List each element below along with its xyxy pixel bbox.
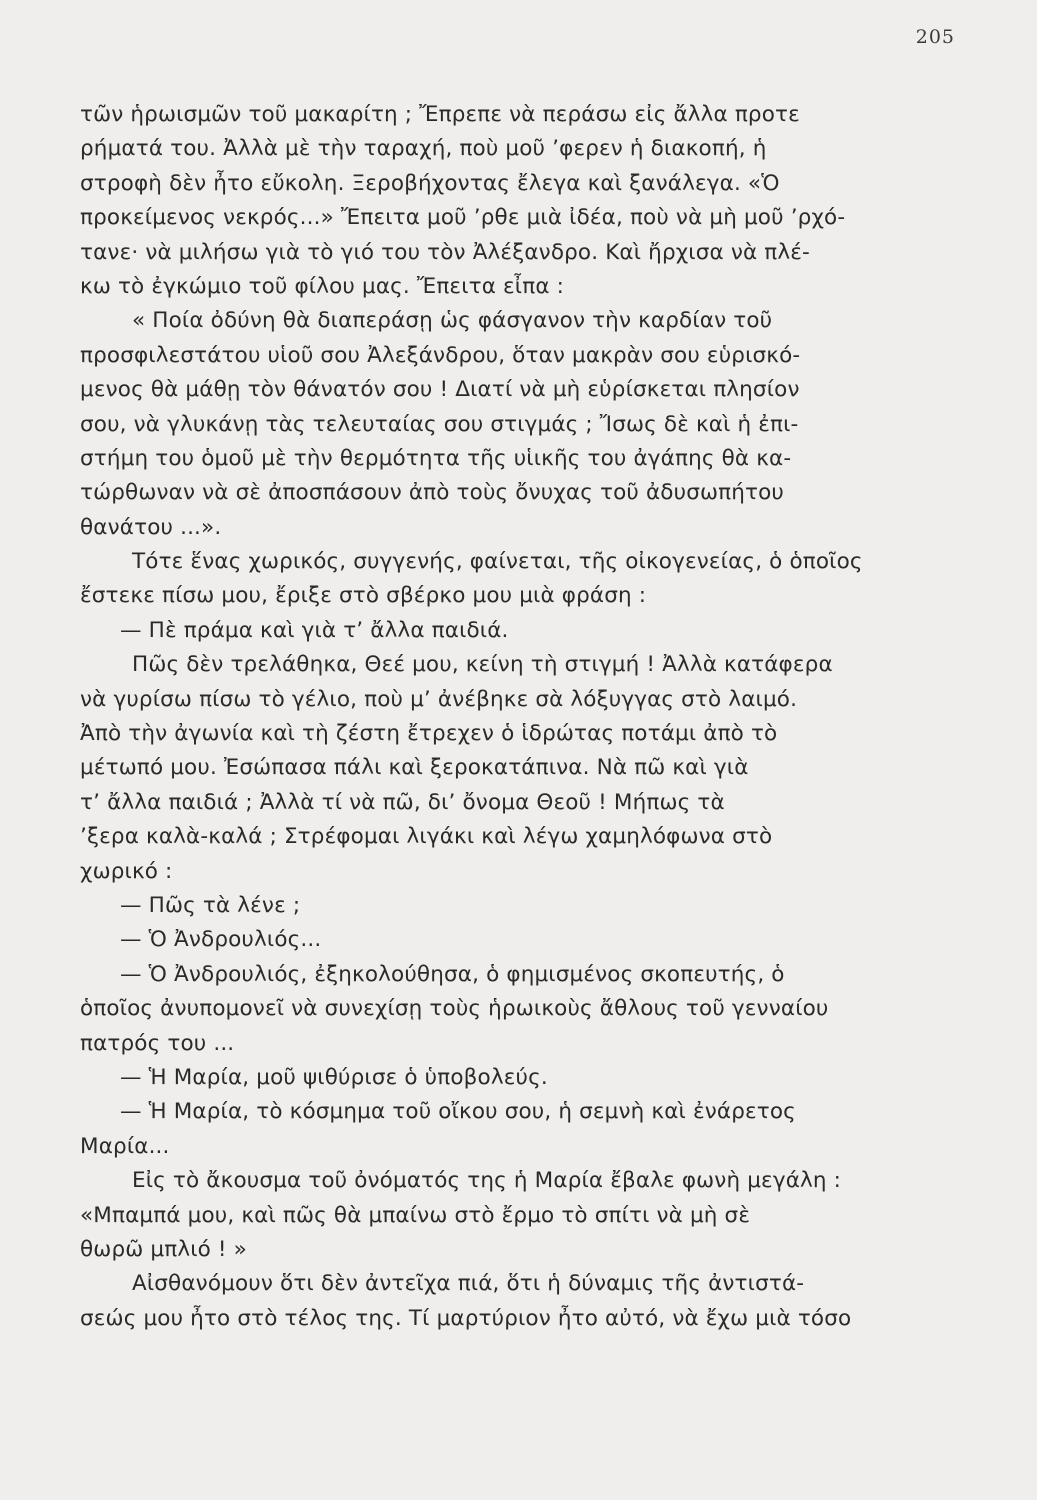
text-line: — Πῶς τὰ λένε ; [120,892,301,918]
text-line: ρήματά του. Ἀλλὰ μὲ τὴν ταραχή, ποὺ μοῦ ’φερεν ἡ διακοπή, ἡ [80,136,767,162]
text-line: πατρός του ... [80,1030,235,1056]
text-line: Μαρία... [80,1133,170,1159]
text-line: στροφὴ δὲν ἦτο εὔκολη. Ξεροβήχοντας ἔλεγα καὶ ξανάλεγα. «Ὁ [80,170,780,196]
text-line: ’ξερα καλὰ-καλά ; Στρέφομαι λιγάκι καὶ λέγω χαμηλόφωνα στὸ [80,824,773,850]
text-line: προκείμενος νεκρός...» Ἔπειτα μοῦ ’ρθε μιὰ ἰδέα, ποὺ νὰ μὴ μοῦ ’ρχό- [80,205,846,231]
text-line: κω τὸ ἐγκώμιο τοῦ φίλου μας. Ἔπειτα εἶπα : [80,273,565,299]
text-line: σου, νὰ γλυκάνῃ τὰς τελευταίας σου στιγμάς ; Ἴσως δὲ καὶ ἡ ἐπι- [80,411,799,437]
text-line: Τότε ἕνας χωρικός, συγγενής, φαίνεται, τῆς οἰκογενείας, ὁ ὁποῖος [132,549,863,575]
text-line: στήμη του ὁμοῦ μὲ τὴν θερμότητα τῆς υἱικῆς του ἀγάπης θὰ κα- [80,445,792,471]
text-line: — Πὲ πράμα καὶ γιὰ τ’ ἄλλα παιδιά. [120,617,509,643]
text-line: θανάτου ...». [80,514,222,540]
text-line: νὰ γυρίσω πίσω τὸ γέλιο, ποὺ μ’ ἀνέβηκε σὰ λόξυγγας στὸ λαιμό. [80,686,798,712]
text-line: τ’ ἄλλα παιδιά ; Ἀλλὰ τί νὰ πῶ, δι’ ὄνομα Θεοῦ ! Μήπως τὰ [80,789,725,815]
text-line: σεώς μου ἦτο στὸ τέλος της. Τί μαρτύριον ἦτο αὐτό, νὰ ἔχω μιὰ τόσο [80,1305,852,1331]
text-line: «Μπαμπά μου, καὶ πῶς θὰ μπαίνω στὸ ἔρμο τὸ σπίτι νὰ μὴ σὲ [80,1202,751,1228]
text-line: Ἀπὸ τὴν ἀγωνία καὶ τὴ ζέστη ἔτρεχεν ὁ ἱδρώτας ποτάμι ἀπὸ τὸ [80,721,778,747]
body-text [80,98,970,1336]
text-line: — Ὁ Ἀνδρουλιός... [120,927,322,953]
text-line: Εἰς τὸ ἄκουσμα τοῦ ὀνόματός της ἡ Μαρία ἔβαλε φωνὴ μεγάλη : [132,1168,842,1194]
text-line: Αἰσθανόμουν ὅτι δὲν ἀντεῖχα πιά, ὅτι ἡ δύναμις τῆς ἀντιστά- [132,1271,805,1297]
page-number: 205 [915,26,955,48]
text-line: μέτωπό μου. Ἐσώπασα πάλι καὶ ξεροκατάπινα. Νὰ πῶ καὶ γιὰ [80,755,749,781]
text-line: προσφιλεστάτου υἱοῦ σου Ἀλεξάνδρου, ὅταν μακρὰν σου εὑρισκό- [80,342,801,368]
text-line: τώρθωναν νὰ σὲ ἀποσπάσουν ἀπὸ τοὺς ὄνυχας τοῦ ἀδυσωπήτου [80,480,784,506]
text-line: « Ποία ὀδύνη θὰ διαπεράσῃ ὡς φάσγανον τὴν καρδίαν τοῦ [132,308,773,334]
text-line: μενος θὰ μάθῃ τὸν θάνατόν σου ! Διατί νὰ μὴ εὑρίσκεται πλησίον [80,377,800,403]
text-line: τανε· νὰ μιλήσω γιὰ τὸ γιό του τὸν Ἀλέξανδρο. Καὶ ἤρχισα νὰ πλέ- [80,239,810,265]
gutter-mark [1019,728,1033,738]
text-line: ἔστεκε πίσω μου, ἔριξε στὸ σβέρκο μου μιὰ φράση : [80,583,647,609]
text-line: — Ἡ Μαρία, τὸ κόσμημα τοῦ οἴκου σου, ἡ σεμνὴ καὶ ἐνάρετος [120,1099,796,1125]
text-line: χωρικό : [80,858,173,884]
text-line: — Ἡ Μαρία, μοῦ ψιθύρισε ὁ ὑποβολεύς. [120,1064,548,1090]
text-line: — Ὁ Ἀνδρουλιός, ἐξηκολούθησα, ὁ φημισμένος σκοπευτής, ὁ [120,961,785,987]
text-line: θωρῶ μπλιό ! » [80,1236,247,1262]
text-line: Πῶς δὲν τρελάθηκα, Θεέ μου, κείνη τὴ στιγμή ! Ἀλλὰ κατάφερα [132,652,833,678]
text-line: τῶν ἡρωισμῶν τοῦ μακαρίτη ; Ἔπρεπε νὰ περάσω εἰς ἄλλα προτε [80,102,800,127]
text-line: ὁποῖος ἀνυπομονεῖ νὰ συνεχίσῃ τοὺς ἡρωικοὺς ἄθλους τοῦ γενναίου [80,996,829,1022]
